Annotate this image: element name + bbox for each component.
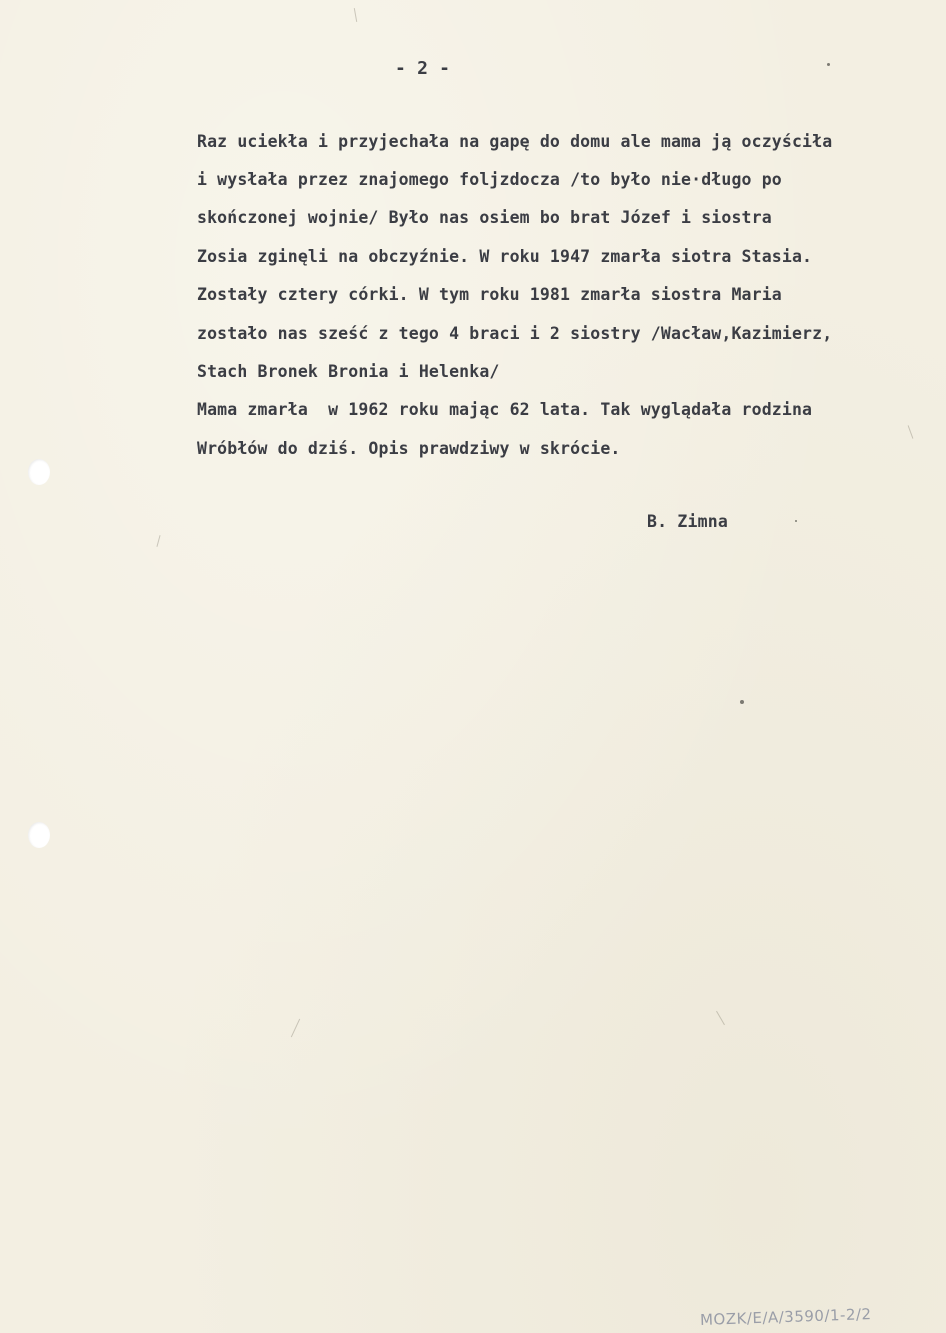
body-line: zostało nas sześć z tego 4 braci i 2 siostry /Wacław,Kazimierz, bbox=[197, 324, 833, 343]
body-line: Stach Bronek Bronia i Helenka/ bbox=[197, 362, 500, 381]
paper-speck bbox=[827, 63, 830, 66]
signature: B. Zimna bbox=[647, 512, 729, 531]
punch-hole bbox=[28, 459, 50, 485]
page-number: - 2 - bbox=[395, 58, 451, 79]
paper-scratch bbox=[156, 535, 160, 547]
body-line: Raz uciekła i przyjechała na gapę do domu ale mama ją oczyściła bbox=[197, 132, 833, 151]
body-line: Wróbłów do dziś. Opis prawdziwy w skrócie. bbox=[197, 439, 621, 458]
body-line: skończonej wojnie/ Było nas osiem bo brat Józef i siostra bbox=[197, 208, 772, 227]
paper-scratch bbox=[354, 8, 357, 22]
paper-scratch bbox=[716, 1011, 725, 1025]
paper-scratch bbox=[291, 1019, 300, 1038]
paper-scratch bbox=[908, 425, 914, 438]
paper-speck bbox=[795, 520, 797, 522]
punch-hole bbox=[28, 822, 50, 848]
body-line: i wysłała przez znajomego foljzdocza /to było nie·długo po bbox=[197, 170, 782, 189]
archive-mark: MOZK/E/A/3590/1-2/2 bbox=[699, 1305, 872, 1329]
body-line: Zostały cztery córki. W tym roku 1981 zmarła siostra Maria bbox=[197, 285, 782, 304]
body-line: Mama zmarła w 1962 roku mając 62 lata. Tak wyglądała rodzina bbox=[197, 400, 813, 419]
body-line: Zosia zginęli na obczyźnie. W roku 1947 zmarła siotra Stasia. bbox=[197, 247, 813, 266]
paper-speck bbox=[740, 700, 744, 704]
